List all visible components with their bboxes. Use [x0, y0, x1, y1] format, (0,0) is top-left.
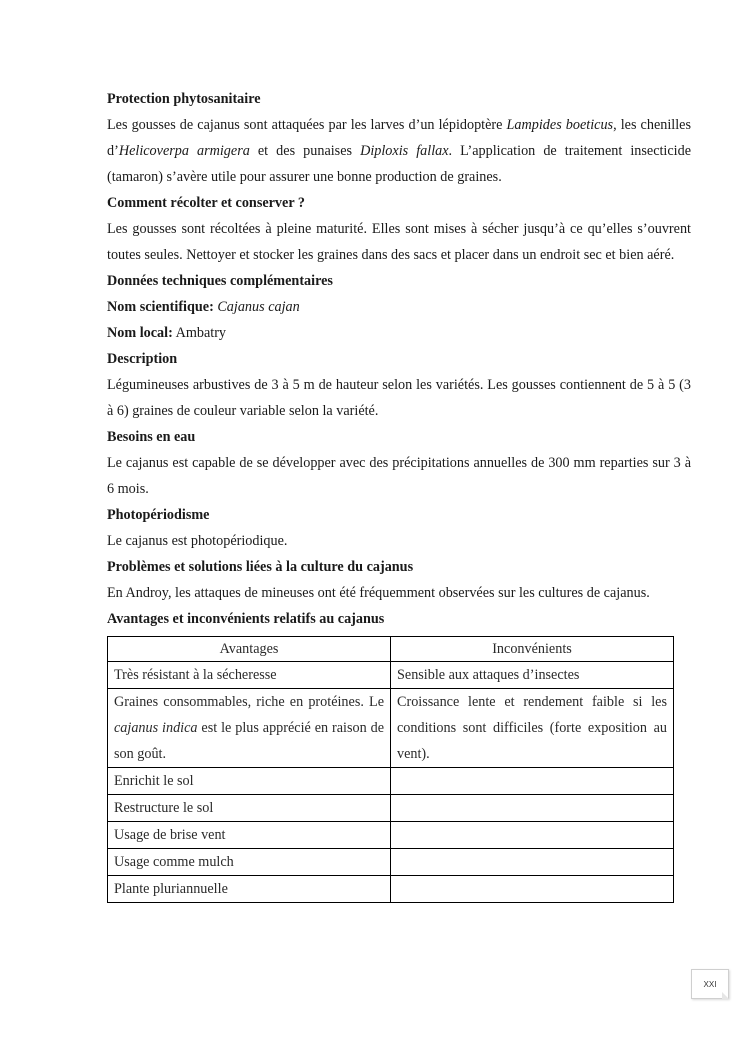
species-diploxis: Diploxis fallax	[360, 143, 449, 159]
heading-protection: Protection phytosanitaire	[107, 91, 261, 107]
table-row: Très résistant à la sécheresse Sensible aux attaques d’insectes	[108, 662, 674, 689]
heading-donnees: Données techniques complémentaires	[107, 273, 333, 289]
document-page	[107, 86, 691, 903]
col-avantages: Avantages	[108, 637, 391, 662]
paragraph-problemes: En Androy, les attaques de mineuses ont été fréquemment observées sur les cultures de cajanus.	[107, 585, 650, 601]
heading-description: Description	[107, 351, 178, 367]
table-row: Restructure le sol	[108, 795, 674, 822]
table-row: Usage de brise vent	[108, 822, 674, 849]
nom-local: Nom local: Ambatry	[107, 325, 227, 341]
avantages-table	[107, 636, 674, 903]
table-row: Usage comme mulch	[108, 849, 674, 876]
heading-besoins: Besoins en eau	[107, 429, 196, 445]
heading-avantages: Avantages et inconvénients relatifs au cajanus	[107, 611, 385, 627]
table-row: Enrichit le sol	[108, 768, 674, 795]
paragraph-recolte: Les gousses sont récoltées à pleine maturité. Elles sont mises à sécher jusqu’à ce qu’elles s’ouvrent toutes seules. Nettoyer et stocker les graines dans des sacs et placer dans un endroit sec et bien aéré.	[107, 221, 691, 263]
paragraph-description: Légumineuses arbustives de 3 à 5 m de hauteur selon les variétés. Les gousses contiennent de 5 à 5 (3 à 6) graines de couleur variable selon la variété.	[107, 377, 691, 419]
heading-problemes: Problèmes et solutions liées à la culture du cajanus	[107, 559, 414, 575]
paragraph-photoperiodisme: Le cajanus est photopériodique.	[107, 533, 288, 549]
nom-scientifique: Nom scientifique: Cajanus cajan	[107, 299, 300, 315]
species-lampides: Lampides boeticus	[506, 117, 614, 133]
heading-recolte: Comment récolter et conserver ?	[107, 195, 306, 211]
species-helicoverpa: Helicoverpa armigera	[118, 143, 250, 159]
table-row: Plante pluriannuelle	[108, 876, 674, 903]
paragraph-besoins: Le cajanus est capable de se développer avec des précipitations annuelles de 300 mm reparties sur 3 à 6 mois.	[107, 455, 691, 497]
page-number: XXI	[691, 969, 729, 999]
heading-photoperiodisme: Photopériodisme	[107, 507, 210, 523]
paragraph-protection: Les gousses de cajanus sont attaquées par les larves d’un lépidoptère Lampides boeticus, les chenilles d’Helicoverpa armigera et des punaises Diploxis fallax. L’application de traitement insecticide (tamaron) s’avère utile pour assurer une bonne production de graines.	[107, 117, 692, 185]
table-header-row	[108, 637, 674, 662]
table-row: Graines consommables, riche en protéines. Le cajanus indica est le plus apprécié en raison de son goût. Croissance lente et rendement faible si les conditions sont difficiles (forte exposition au vent).	[108, 689, 674, 768]
col-inconvenients: Inconvénients	[391, 637, 674, 662]
